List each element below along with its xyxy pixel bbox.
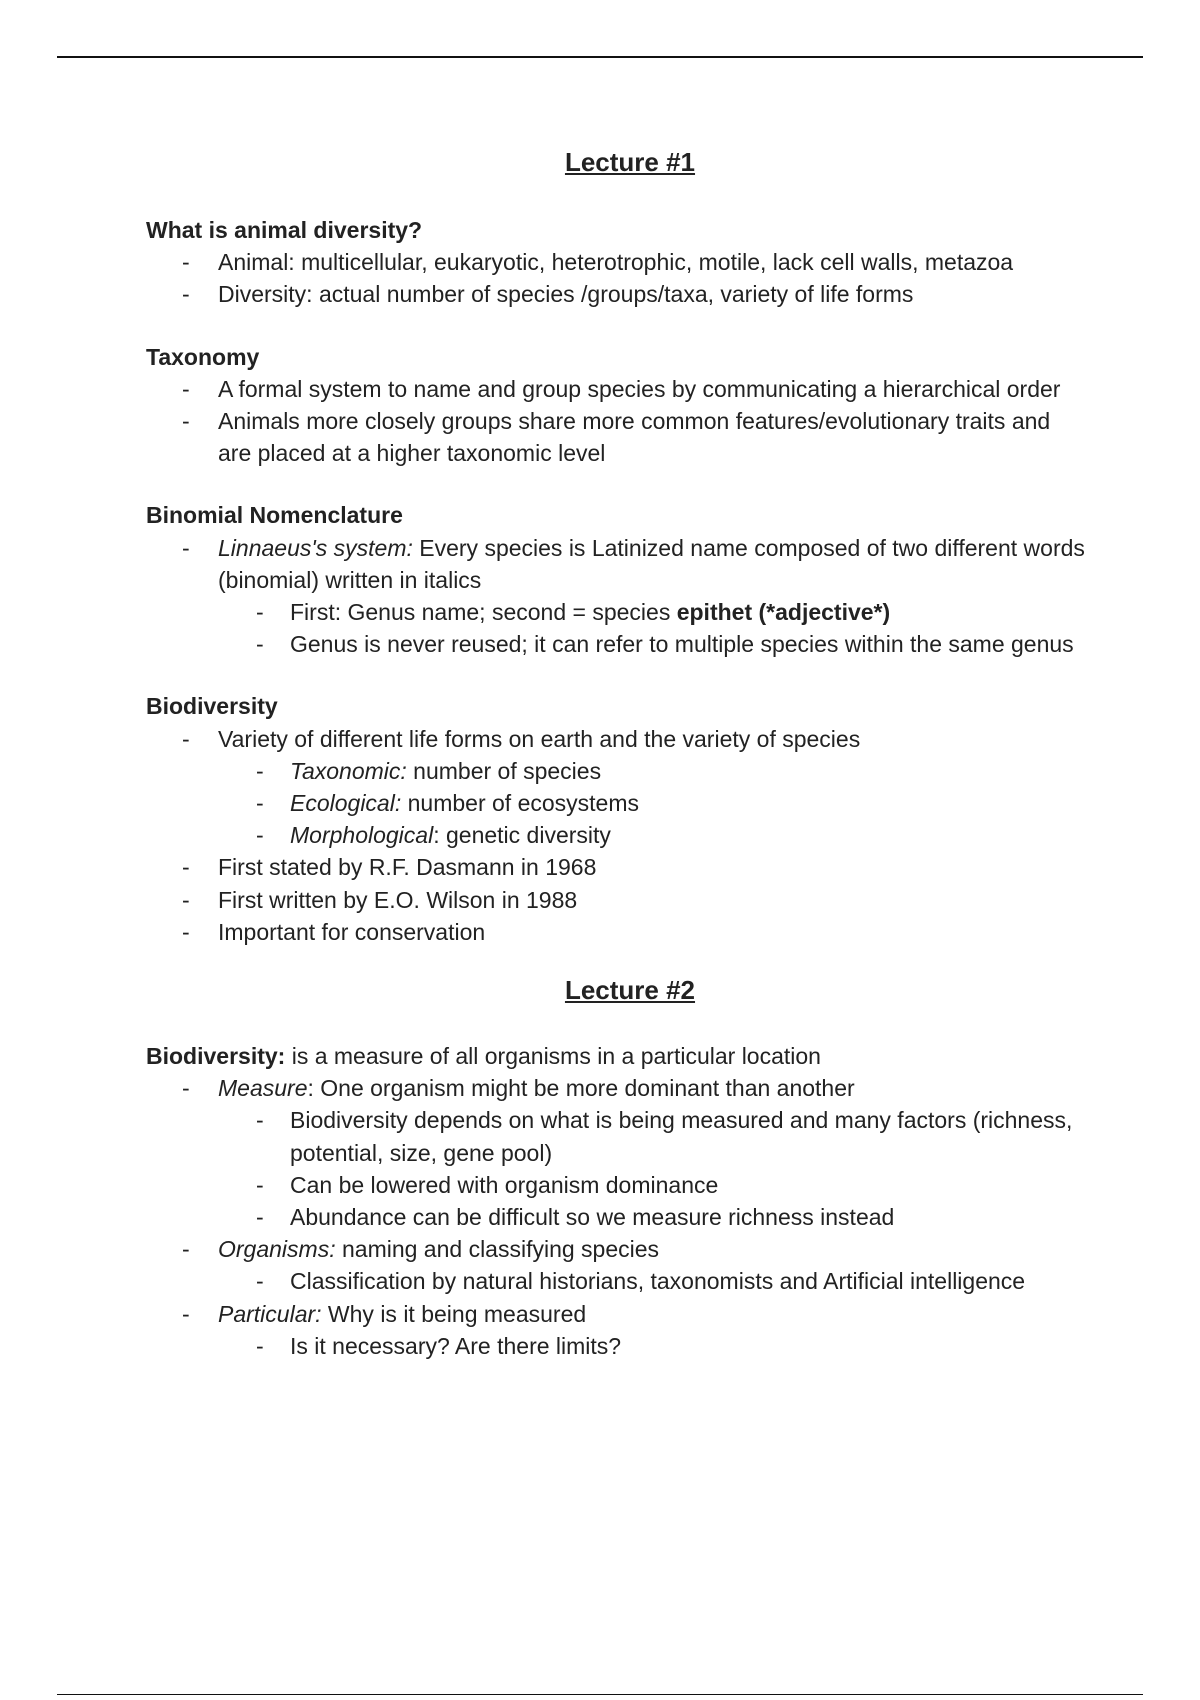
list-item bbox=[146, 1072, 1086, 1104]
term: Measure bbox=[218, 1075, 308, 1102]
item-text: : One organism might be more dominant than another bbox=[307, 1075, 855, 1102]
list-item: - Important for conservation bbox=[146, 916, 1086, 948]
sub-bullet-list bbox=[146, 1330, 1086, 1362]
section-heading: Biodiversity bbox=[146, 693, 278, 720]
bold-term: epithet (*adjective*) bbox=[676, 599, 891, 626]
item-text: is a measure of all organisms in a particular location bbox=[285, 1043, 821, 1070]
sub-bullet-list bbox=[146, 755, 1086, 852]
section-animal-diversity bbox=[146, 214, 1086, 311]
list-item: - A formal system to name and group species by communicating a hierarchical order bbox=[146, 373, 1086, 405]
sub-list-item bbox=[146, 819, 1086, 851]
term: Taxonomic: bbox=[290, 757, 407, 784]
section-heading: What is animal diversity? bbox=[146, 217, 423, 243]
sub-list-item: - Abundance can be difficult so we measure richness instead bbox=[146, 1201, 1086, 1233]
item-text: Why is it being measured bbox=[321, 1300, 587, 1327]
bullet-list bbox=[146, 1298, 1086, 1330]
list-item: - Animals more closely groups share more common features/evolutionary traits and are placed at a higher taxonomic level bbox=[146, 405, 1086, 469]
item-text: First: Genus name; second = species bbox=[290, 599, 677, 626]
list-item: - Diversity: actual number of species /groups/taxa, variety of life forms bbox=[146, 278, 1086, 310]
sub-bullet-list bbox=[146, 1265, 1086, 1297]
section-heading: Binomial Nomenclature bbox=[146, 502, 403, 529]
sub-list-item bbox=[146, 755, 1086, 787]
sub-bullet-list bbox=[146, 1104, 1086, 1233]
bullet-list bbox=[146, 723, 1086, 755]
bullet-list bbox=[146, 532, 1086, 596]
item-text: number of species bbox=[406, 757, 602, 784]
sub-list-item: - Is it necessary? Are there limits? bbox=[146, 1330, 1086, 1362]
term: Particular: bbox=[218, 1300, 322, 1327]
term: Morphological bbox=[290, 822, 434, 849]
section-biodiversity bbox=[146, 690, 1086, 948]
bullet-list bbox=[146, 373, 1086, 470]
sub-list-item: - Classification by natural historians, taxonomists and Artificial intelligence bbox=[146, 1265, 1086, 1297]
list-item: - First stated by R.F. Dasmann in 1968 bbox=[146, 851, 1086, 883]
lecture-2-title: Lecture #2 bbox=[564, 975, 696, 1006]
lecture-1-title: Lecture #1 bbox=[564, 147, 696, 177]
section-biodiversity-measure bbox=[146, 1040, 1086, 1362]
page-content bbox=[146, 140, 1086, 1362]
sub-list-item bbox=[146, 596, 1086, 628]
list-item: - Variety of different life forms on earth and the variety of species bbox=[146, 723, 1086, 755]
section-binomial-nomenclature bbox=[146, 499, 1086, 660]
sub-list-item: - Biodiversity depends on what is being measured and many factors (richness, potential, size, gene pool) bbox=[146, 1104, 1086, 1168]
section-heading: Taxonomy bbox=[146, 343, 260, 370]
term: Organisms: bbox=[218, 1236, 336, 1263]
item-text: naming and classifying species bbox=[335, 1236, 660, 1263]
term: Linnaeus's system: bbox=[218, 534, 413, 561]
sub-list-item bbox=[146, 787, 1086, 819]
term: Ecological: bbox=[290, 790, 402, 817]
list-item bbox=[146, 1298, 1086, 1330]
item-text: : genetic diversity bbox=[433, 822, 611, 849]
sub-list-item: - Can be lowered with organism dominance bbox=[146, 1169, 1086, 1201]
bullet-list bbox=[146, 1233, 1086, 1265]
list-item bbox=[146, 532, 1086, 596]
sub-list-item: - Genus is never reused; it can refer to multiple species within the same genus bbox=[146, 628, 1086, 660]
top-rule bbox=[57, 56, 1143, 58]
section-taxonomy bbox=[146, 341, 1086, 470]
bullet-list bbox=[146, 246, 1086, 310]
item-text: number of ecosystems bbox=[401, 790, 639, 817]
bullet-list bbox=[146, 1072, 1086, 1104]
intro-line bbox=[146, 1040, 1086, 1072]
sub-bullet-list bbox=[146, 596, 1086, 660]
list-item bbox=[146, 1233, 1086, 1265]
bullet-list bbox=[146, 851, 1086, 948]
bottom-rule bbox=[57, 1694, 1143, 1695]
list-item: - Animal: multicellular, eukaryotic, heterotrophic, motile, lack cell walls, metazoa bbox=[146, 246, 1086, 278]
bold-term: Biodiversity: bbox=[146, 1043, 286, 1070]
item-text: Every species is Latinized name composed of two different words (binomial) written in italics bbox=[218, 534, 1085, 593]
list-item: - First written by E.O. Wilson in 1988 bbox=[146, 884, 1086, 916]
